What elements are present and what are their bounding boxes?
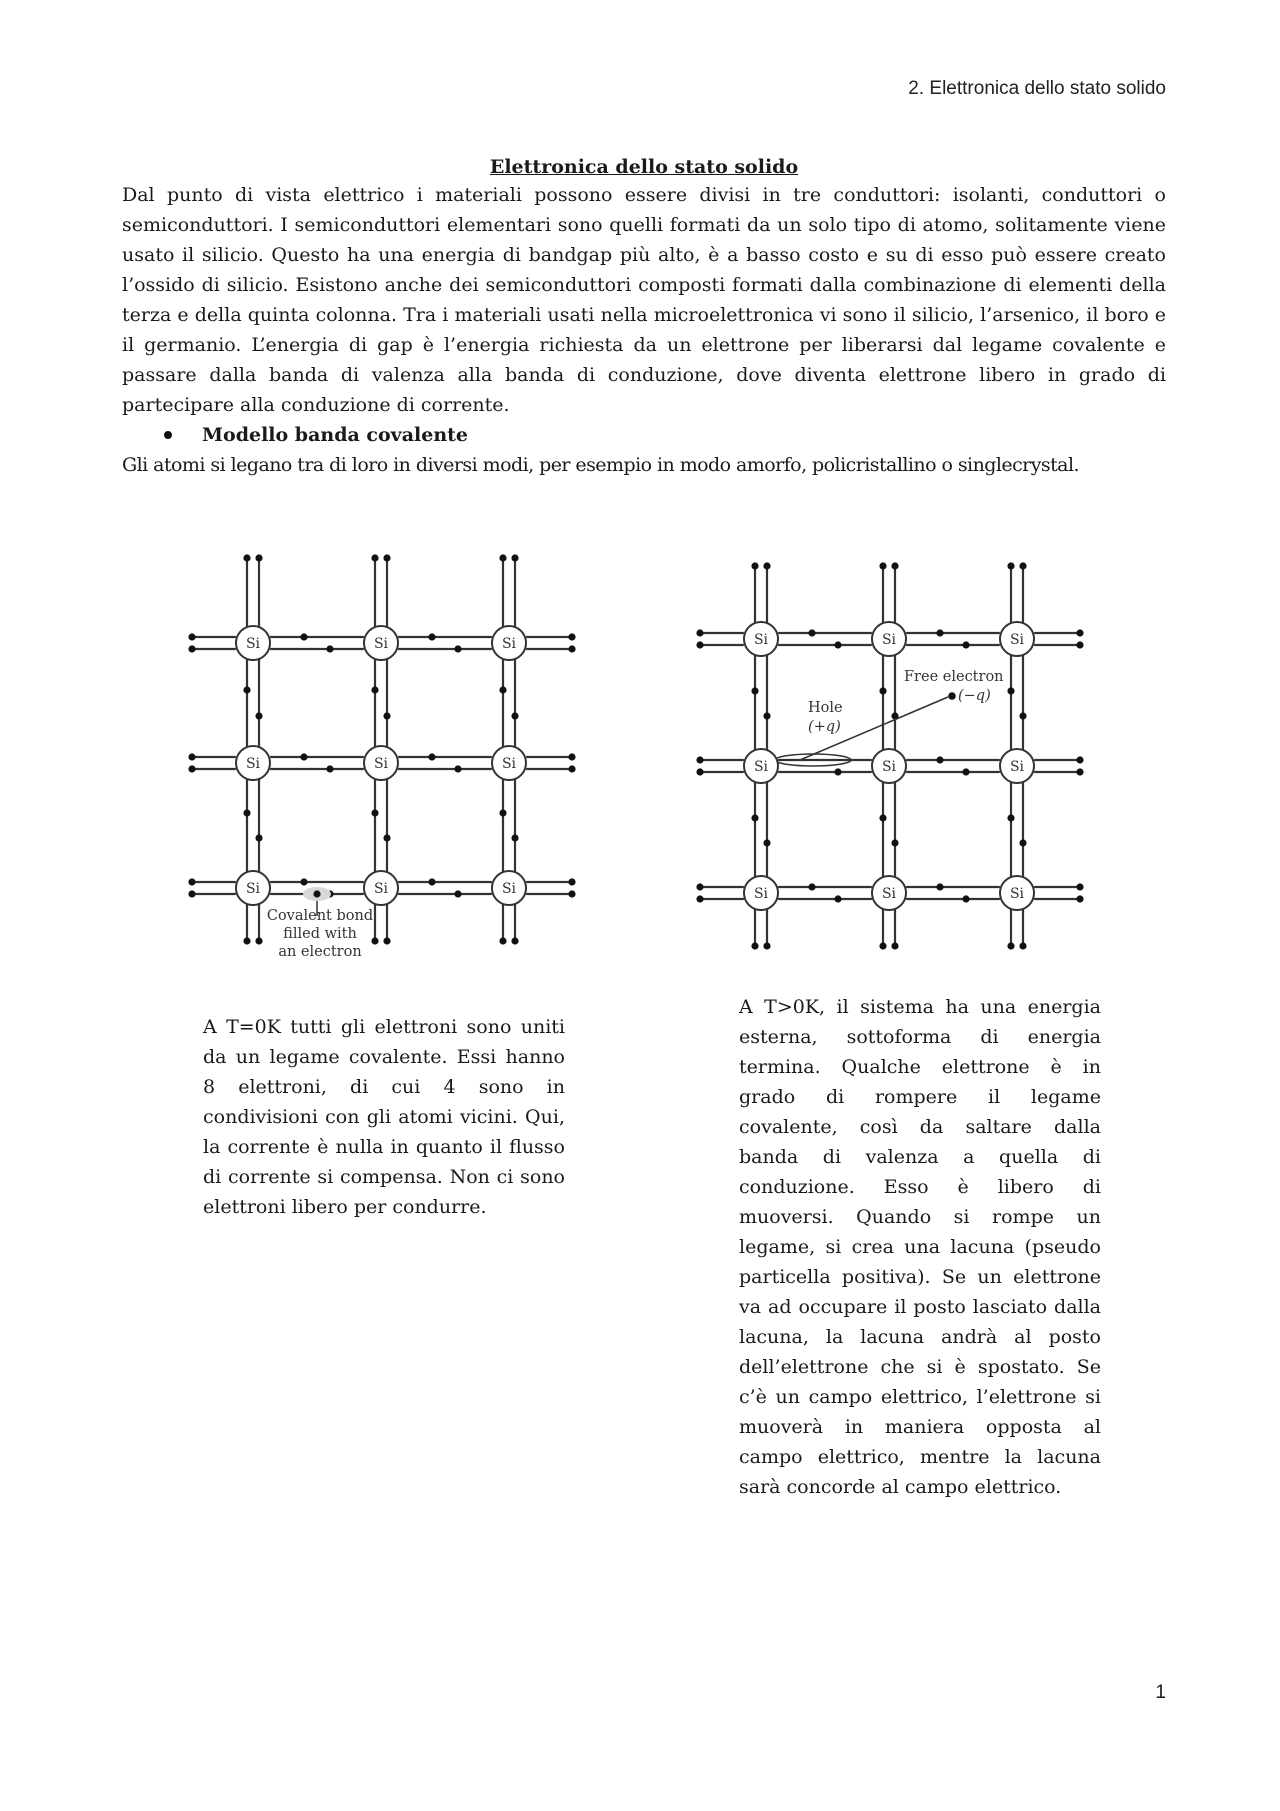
lattice-diagram-t0 [182,548,582,968]
annotation-filled-with: filled with [283,926,357,942]
si-atom-label: Si [1009,759,1025,775]
hole-label: Hole [808,700,843,716]
caption-tgt0: A T>0K, il sistema ha una energia esterna, sottoforma di energia termina. Qualche elettrone è in grado di rompere il legame covalente, così da saltare dalla banda di valenza a quella di conduzione. Esso è libero di muoversi. Quando si rompe un legame, si crea una lacuna (pseudo particella positiva). Se un elettrone va ad occupare il posto lasciato dalla lacuna, la lacuna andrà al posto dell’elettrone che si è spostato. Se c’è un campo elettrico, l’elettrone si muoverà in maniera opposta al campo elettrico, mentre la lacuna sarà concorde al campo elettrico. [739,996,1101,1498]
intro-paragraph: Dal punto di vista elettrico i materiali possono essere divisi in tre conduttori: isolanti, conduttori o semiconduttori. I semiconduttori elementari sono quelli formati da un solo tipo di atomo, solitamente viene usato il silicio. Questo ha una energia di bandgap più alto, è a basso costo e su di esso può essere creato l’ossido di silicio. Esistono anche dei semiconduttori composti formati dalla combinazione di elementi della terza e della quinta colonna. Tra i materiali usati nella microelettronica vi sono il silicio, l’arsenico, il boro e il germanio. L’energia di gap è l’energia richiesta da un elettrone per liberarsi dal legame covalente e passare dalla banda di valenza alla banda di conduzione, dove diventa elettrone libero in grado di partecipare alla conduzione di corrente. [122,184,1166,416]
si-atom-label: Si [373,881,389,897]
si-atom-label: Si [245,756,261,772]
bullet-dot-icon [164,431,172,439]
free-electron-dot [948,692,956,700]
si-atom-label: Si [753,886,769,902]
si-atom-label: Si [373,756,389,772]
si-atom-label: Si [753,632,769,648]
si-atom-label: Si [245,636,261,652]
running-header: 2. Elettronica dello stato solido [908,78,1166,99]
si-atom-label: Si [501,636,517,652]
bullet-paragraph: Gli atomi si legano tra di loro in diversi modi, per esempio in modo amorfo, policristallino o singlecrystal. [122,454,1079,476]
lattice-figure-t0 [182,548,582,972]
si-atom-label: Si [881,759,897,775]
si-atom-label: Si [881,632,897,648]
annotation-covalent-bond: Covalent bond [266,908,374,924]
free-electron-label: Free electron [904,669,1004,685]
page-number: 1 [1155,1682,1166,1703]
document-title: Elettronica dello stato solido [489,156,799,178]
hole-charge-label: (+q) [808,719,841,735]
main-content [122,156,1166,480]
bullet-heading: Modello banda covalente [202,424,468,446]
si-atom-label: Si [1009,886,1025,902]
electron-charge-label: (−q) [958,688,991,704]
si-atom-label: Si [245,881,261,897]
caption-t0: A T=0K tutti gli elettroni sono uniti da un legame covalente. Essi hanno 8 elettroni, di cui 4 sono in condivisioni con gli atomi vicini. Qui, la corrente è nulla in quanto il flusso di corrente si compensa. Non ci sono elettroni libero per condurre. [203,1016,565,1218]
si-atom-label: Si [373,636,389,652]
lattice-figure-tgt0 [690,556,1090,960]
annotation-an-electron: an electron [278,944,362,960]
bullet-item [164,420,1166,450]
si-atom-label: Si [501,756,517,772]
lattice-diagram-tgt0 [690,556,1090,956]
si-atom-label: Si [753,759,769,775]
si-atom-label: Si [501,881,517,897]
si-atom-label: Si [881,886,897,902]
si-atom-label: Si [1009,632,1025,648]
